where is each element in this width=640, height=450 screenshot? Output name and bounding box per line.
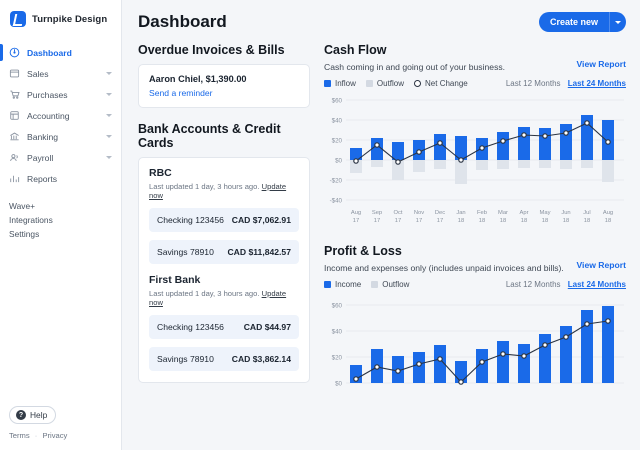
svg-text:$0: $0 xyxy=(335,380,342,388)
sidebar-item-accounting[interactable] xyxy=(0,105,121,126)
bank-updated xyxy=(149,182,299,200)
legend-label: Outflow xyxy=(382,280,410,289)
legend-item-outflow xyxy=(371,280,409,289)
profit-loss-description: Income and expenses only (includes unpaid invoices and bills). xyxy=(324,263,564,273)
profit-loss-header xyxy=(324,244,626,258)
legend-label: Net Change xyxy=(425,79,468,88)
bank-name: First Bank xyxy=(149,274,201,286)
cash-flow-header xyxy=(324,43,626,57)
bank-updated xyxy=(149,289,299,307)
svg-text:Feb: Feb xyxy=(477,210,487,216)
profit-loss-subheader xyxy=(324,260,626,273)
legend-item-outflow xyxy=(366,79,404,88)
account-balance: CAD $3,862.14 xyxy=(231,354,291,364)
sidebar-item-label: Purchases xyxy=(27,89,68,100)
profit-loss-range-selector xyxy=(506,280,626,289)
account-balance: CAD $44.97 xyxy=(243,322,291,332)
range-option-24-months[interactable]: Last 24 Months xyxy=(567,280,626,289)
book-icon xyxy=(9,110,20,121)
legend-swatch-icon xyxy=(324,281,331,288)
svg-text:Apr: Apr xyxy=(519,210,529,216)
overdue-section-title: Overdue Invoices & Bills xyxy=(138,43,285,57)
chevron-down-icon xyxy=(615,21,621,24)
svg-text:May: May xyxy=(539,210,551,216)
svg-text:Jan: Jan xyxy=(456,210,466,216)
right-column xyxy=(324,43,626,415)
profit-loss-chart-card xyxy=(324,244,626,403)
wave-logo-icon xyxy=(10,11,26,27)
svg-text:-$20: -$20 xyxy=(329,177,342,185)
main-content xyxy=(122,0,640,450)
overdue-entry: Aaron Chiel, $1,390.00 xyxy=(149,74,247,84)
footer-separator: · xyxy=(34,431,38,440)
sidebar-item-wave-plus[interactable]: Wave+ xyxy=(9,201,35,211)
svg-text:Aug: Aug xyxy=(602,210,614,216)
sidebar-item-label: Dashboard xyxy=(27,47,72,58)
cash-flow-legend-row xyxy=(324,79,626,88)
profit-loss-title: Profit & Loss xyxy=(324,244,402,258)
overdue-card xyxy=(138,64,310,108)
left-column xyxy=(138,43,310,415)
page-title: Dashboard xyxy=(138,12,227,31)
legend-swatch-icon xyxy=(324,80,331,87)
sidebar-item-label: Banking xyxy=(27,131,59,142)
profit-loss-legend xyxy=(324,280,409,289)
sidebar-item-label: Reports xyxy=(27,173,58,184)
svg-text:Mar: Mar xyxy=(498,210,508,216)
svg-text:18: 18 xyxy=(478,218,486,224)
account-name: Checking 123456 xyxy=(157,322,224,332)
dashboard-icon xyxy=(9,47,20,58)
legend-swatch-icon xyxy=(366,80,373,87)
cash-flow-description: Cash coming in and going out of your business. xyxy=(324,62,506,72)
svg-text:Dec: Dec xyxy=(434,210,446,216)
send-reminder-link[interactable]: Send a reminder xyxy=(149,88,213,98)
account-name: Checking 123456 xyxy=(157,215,224,225)
privacy-link[interactable]: Privacy xyxy=(42,431,68,440)
create-new-dropdown-toggle[interactable] xyxy=(609,12,626,32)
account-balance: CAD $7,062.91 xyxy=(231,215,291,225)
account-name: Savings 78910 xyxy=(157,247,214,257)
terms-link[interactable]: Terms xyxy=(9,431,30,440)
svg-text:$60: $60 xyxy=(331,97,342,105)
cash-flow-range-selector xyxy=(506,79,626,88)
legend-label: Outflow xyxy=(376,79,405,88)
create-new-group xyxy=(539,12,626,32)
account-balance: CAD $11,842.57 xyxy=(227,247,291,257)
account-row[interactable] xyxy=(149,208,299,232)
brand[interactable] xyxy=(0,0,121,38)
svg-text:$20: $20 xyxy=(331,354,342,362)
tag-icon xyxy=(9,68,20,79)
bank-icon xyxy=(9,131,20,142)
question-mark-icon: ? xyxy=(16,410,26,420)
svg-text:17: 17 xyxy=(373,218,381,224)
sidebar-nav xyxy=(0,42,121,189)
bank-accounts-card xyxy=(138,157,310,383)
svg-text:18: 18 xyxy=(604,218,612,224)
svg-text:18: 18 xyxy=(457,218,465,224)
sidebar-item-integrations[interactable]: Integrations xyxy=(9,215,53,225)
legend-item-net-change xyxy=(414,79,468,88)
sidebar-item-purchases[interactable] xyxy=(0,84,121,105)
svg-text:Oct: Oct xyxy=(393,210,403,216)
profit-loss-legend-row xyxy=(324,280,626,289)
bank-group-rbc xyxy=(149,167,299,264)
chevron-down-icon xyxy=(106,156,112,159)
profit-loss-view-report-link[interactable]: View Report xyxy=(576,260,626,270)
sidebar-item-sales[interactable] xyxy=(0,63,121,84)
svg-text:18: 18 xyxy=(583,218,591,224)
legend-swatch-icon xyxy=(371,281,378,288)
sidebar-item-payroll[interactable] xyxy=(0,147,121,168)
sidebar-item-dashboard[interactable] xyxy=(0,42,121,63)
account-row[interactable] xyxy=(149,347,299,371)
svg-text:17: 17 xyxy=(436,218,444,224)
bank-updated-text: Last updated 1 day, 3 hours ago. xyxy=(149,289,260,298)
update-now-link[interactable]: Update now xyxy=(149,289,287,307)
svg-text:18: 18 xyxy=(520,218,528,224)
cart-icon xyxy=(9,89,20,100)
sidebar-item-label: Payroll xyxy=(27,152,54,163)
brand-name: Turnpike Design xyxy=(32,13,108,25)
bank-group-first-bank xyxy=(149,274,299,371)
legend-label: Inflow xyxy=(335,79,356,88)
svg-text:-$40: -$40 xyxy=(329,197,342,205)
page-header xyxy=(138,12,626,32)
range-option-12-months[interactable]: Last 12 Months xyxy=(505,280,561,289)
cash-flow-chart-card xyxy=(324,43,626,232)
bank-group-divider xyxy=(149,264,299,274)
svg-text:17: 17 xyxy=(352,218,360,224)
account-name: Savings 78910 xyxy=(157,354,214,364)
bank-section-title: Bank Accounts & Credit Cards xyxy=(138,122,281,150)
chevron-down-icon xyxy=(106,72,112,75)
chevron-down-icon xyxy=(106,135,112,138)
cash-flow-plot xyxy=(324,92,626,232)
svg-text:$40: $40 xyxy=(331,117,342,125)
dashboard-columns xyxy=(138,43,626,415)
svg-text:$60: $60 xyxy=(331,302,342,310)
sidebar-item-label: Sales xyxy=(27,68,49,79)
range-option-24-months[interactable]: Last 24 Months xyxy=(567,79,626,88)
sidebar-item-settings[interactable]: Settings xyxy=(9,229,40,239)
create-new-button[interactable]: Create new xyxy=(539,12,609,32)
sidebar xyxy=(0,0,122,450)
svg-text:$0: $0 xyxy=(335,157,342,165)
svg-text:$20: $20 xyxy=(331,137,342,145)
sidebar-item-reports[interactable] xyxy=(0,168,121,189)
chart-icon xyxy=(9,173,20,184)
cash-flow-legend xyxy=(324,79,468,88)
people-icon xyxy=(9,152,20,163)
svg-text:18: 18 xyxy=(541,218,549,224)
legend-item-inflow xyxy=(324,79,356,88)
chevron-down-icon xyxy=(106,93,112,96)
chevron-down-icon xyxy=(106,114,112,117)
cash-flow-subheader xyxy=(324,59,626,72)
legend-dot-icon xyxy=(414,80,421,87)
update-now-link[interactable]: Update now xyxy=(149,182,287,200)
svg-text:Sep: Sep xyxy=(371,210,383,216)
sidebar-item-label: Accounting xyxy=(27,110,70,121)
cash-flow-view-report-link[interactable]: View Report xyxy=(576,59,626,69)
svg-text:Jun: Jun xyxy=(561,210,571,216)
svg-text:18: 18 xyxy=(562,218,570,224)
sidebar-item-banking[interactable] xyxy=(0,126,121,147)
account-row[interactable] xyxy=(149,240,299,264)
legend-item-income xyxy=(324,280,361,289)
profit-loss-plot xyxy=(324,293,626,403)
svg-text:17: 17 xyxy=(415,218,423,224)
svg-text:Aug: Aug xyxy=(350,210,362,216)
cash-flow-svg xyxy=(324,92,626,232)
legend-label: Income xyxy=(335,280,362,289)
svg-text:18: 18 xyxy=(499,218,507,224)
cash-flow-title: Cash Flow xyxy=(324,43,387,57)
svg-text:Nov: Nov xyxy=(413,210,425,216)
bank-name: RBC xyxy=(149,167,172,179)
svg-text:17: 17 xyxy=(394,218,402,224)
svg-text:$40: $40 xyxy=(331,328,342,336)
profit-loss-svg xyxy=(324,293,626,403)
help-label: Help xyxy=(30,410,48,420)
svg-text:Jul: Jul xyxy=(583,210,591,216)
sidebar-footer xyxy=(0,396,121,450)
range-option-12-months[interactable]: Last 12 Months xyxy=(505,79,561,88)
account-row[interactable] xyxy=(149,315,299,339)
footer-links xyxy=(9,431,112,440)
bank-updated-text: Last updated 1 day, 3 hours ago. xyxy=(149,182,260,191)
sidebar-secondary-nav xyxy=(0,199,121,241)
help-button[interactable] xyxy=(9,406,56,424)
